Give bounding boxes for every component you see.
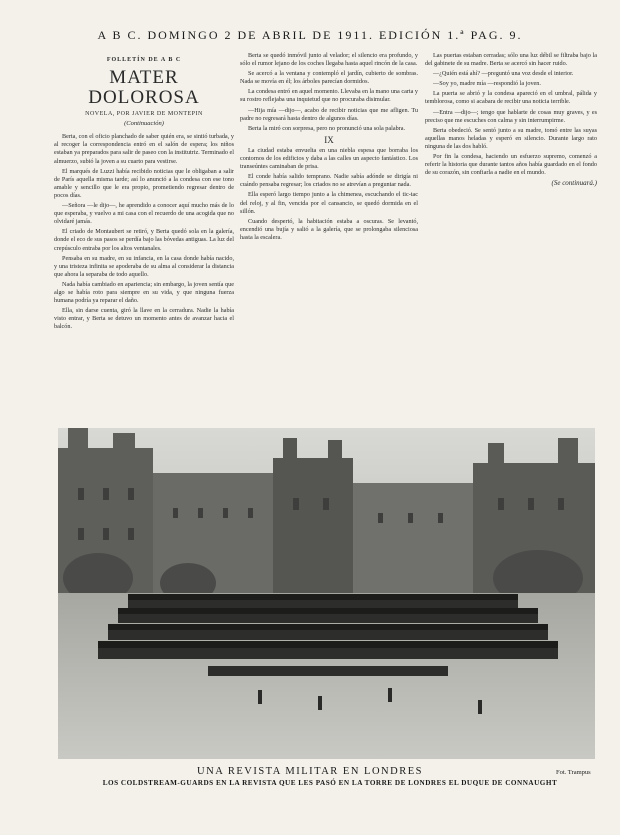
middle-paragraph: La ciudad estaba envuelta en una niebla espesa que borraba los contornos de los edificios y daba a las calles un aspecto fantástico. Los transeúntes caminaban de prisa. [240, 146, 418, 171]
right-paragraph: —¿Quién está ahí? —preguntó una voz desde el interior. [433, 70, 574, 78]
military-review-photo [58, 428, 595, 759]
chapter-numeral: IX [324, 134, 334, 145]
serial-title: MATER DOLOROSA [88, 67, 200, 109]
right-paragraph: Por fin la condesa, haciendo un esfuerzo supremo, comenzó a referir la historia que durante tantos años había guardado en el fondo de su corazón, sin confiarla a nadie en el mundo. [425, 153, 597, 177]
serial-continuation: (Continuación) [124, 120, 164, 128]
right-paragraph: —Entra —dijo—; tengo que hablarte de cosas muy graves, y es preciso que me escuches con calma y sin interrumpirme. [425, 108, 597, 124]
photo-caption-subtitle: LOS COLDSTREAM-GUARDS EN LA REVISTA QUE LES PASÓ EN LA TORRE DE LONDRES EL DUQUE DE CONNAUGHT [102, 779, 558, 787]
serial-paragraph: Berta, con el oficio planchado de saber quién era, se sintió turbada, y al recoger la correspondencia entró en el salón de espera; los niños estaban ya preparados para salir de paseo con la institutriz. Terminado el almuerzo, subió la joven a su cuarto para vestirse. [54, 133, 234, 165]
serial-paragraph: —Señora —le dijo—, he aprendido a conocer aquí mucho más de lo que esperaba, y vuelvo a mi casa con el recuerdo de una acogida que no olvidaré jamás. [54, 202, 234, 226]
right-paragraph: —Soy yo, madre mía —respondió la joven. [433, 80, 541, 88]
serial-byline: NOVELA, POR JAVIER DE MONTEPIN [85, 111, 203, 118]
middle-paragraph: El conde había salido temprano. Nadie sabía adónde se dirigía ni cuándo pensaba regresar; los criados no se atrevían a preguntar nada. [240, 173, 418, 189]
photo-caption-title: UNA REVISTA MILITAR EN LONDRES [197, 766, 423, 777]
serial-paragraph: El criado de Montaubert se retiró, y Berta quedó sola en la galería, donde el eco de sus pasos se perdía bajo las bóvedas antiguas. La luz del crepúsculo entraba por los altos ventanales. [54, 228, 234, 252]
serial-paragraph: Ella, sin darse cuenta, giró la llave en la cerradura. Nadie la había visto entrar, y Berta se detuvo un momento antes de avanzar hacia el balcón. [54, 307, 234, 331]
middle-column [240, 52, 418, 426]
middle-paragraph: Cuando despertó, la habitación estaba a oscuras. Se levantó, encendió una bujía y salió a la galería, que se prolongaba silenciosa hasta la escalera. [240, 217, 418, 241]
middle-paragraph: Berta la miró con sorpresa, pero no pronunció una sola palabra. [248, 124, 406, 132]
right-column [425, 52, 597, 426]
serial-paragraph: El marqués de Luzzi había recibido noticias que le obligaban a salir de París aquella misma tarde; así lo anunció a la condesa con ese tono amable y sencillo que le era propio, prometiendo regresar dentro de pocos días. [54, 167, 234, 199]
serial-paragraph: Nada había cambiado en apariencia; sin embargo, la joven sentía que algo se había roto para siempre en su vida, y que ninguna fuerza humana podría ya reparar el daño. [54, 280, 234, 305]
page-header: A B C. DOMINGO 2 DE ABRIL DE 1911. EDICIÓN 1.ª PAG. 9. [97, 28, 523, 42]
middle-paragraph: Ella esperó largo tiempo junto a la chimenea, escuchando el tic-tac del reloj, y al fin, vencida por el cansancio, se quedó dormida en el sillón. [240, 191, 418, 215]
serial-kicker: FOLLETÍN DE A B C [106, 57, 182, 63]
right-paragraph: Las puertas estaban cerradas; sólo una luz débil se filtraba bajo la del gabinete de su madre. Berta se acercó sin hacer ruido. [425, 52, 597, 68]
serial-paragraph: Pensaba en su madre, en su infancia, en la casa donde había nacido, y una tristeza infinita se apoderaba de su alma al considerar la distancia que ahora la separaba de todo aquello. [54, 254, 234, 278]
serial-signoff: (Se continuará.) [551, 179, 597, 188]
middle-paragraph: —Hija mía —dijo—, acabo de recibir noticias que me afligen. Tu padre no regresará hasta dentro de algunos días. [240, 106, 418, 122]
middle-paragraph: Berta se quedó inmóvil junto al velador; el silencio era profundo, y sólo el rumor lejano de los coches llegaba hasta aquel rincón de la casa. [240, 52, 418, 68]
photo-illustration [58, 428, 595, 759]
right-paragraph: La puerta se abrió y la condesa apareció en el umbral, pálida y temblorosa, como si acabara de recibir una noticia terrible. [425, 90, 597, 106]
middle-paragraph: La condesa entró en aquel momento. Llevaba en la mano una carta y su rostro reflejaba una inquietud que no procuraba disimular. [240, 88, 418, 104]
right-paragraph: Berta obedeció. Se sentó junto a su madre, tomó entre las suyas aquellas manos heladas y esperó en silencio. Durante largo rato ninguna de las dos habló. [425, 126, 597, 150]
photo-credit: Fot. Trampus [556, 769, 591, 776]
middle-paragraph: Se acercó a la ventana y contempló el jardín, cubierto de sombras. Nada se movía en él; los árboles parecían dormidos. [240, 70, 418, 86]
serial-column [54, 52, 234, 426]
